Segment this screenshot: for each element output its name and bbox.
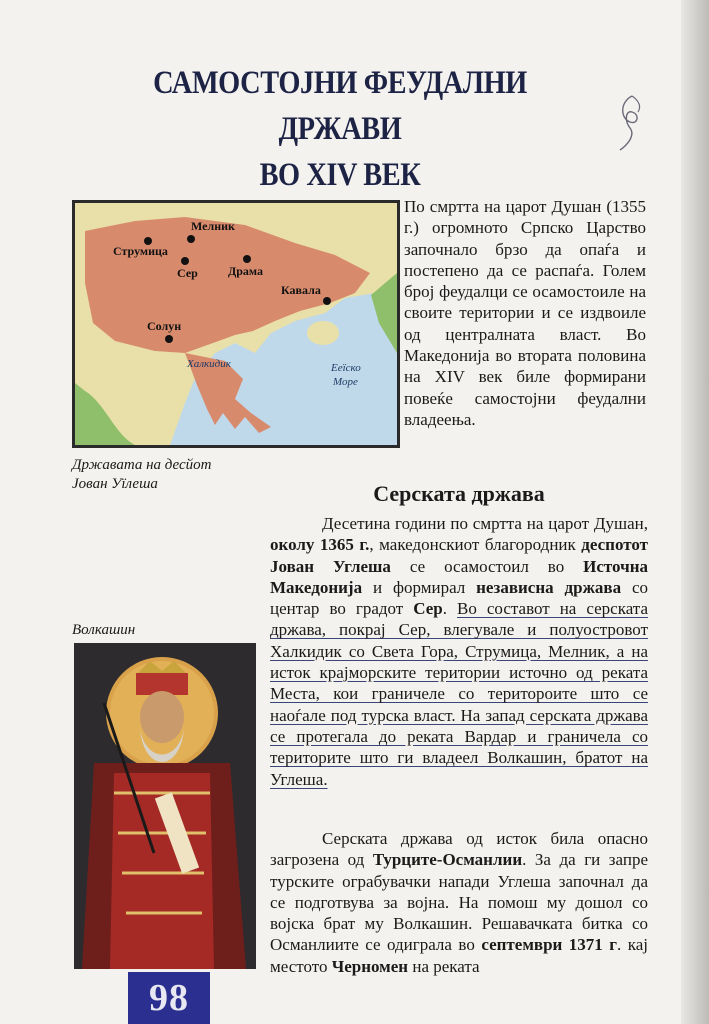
sea-label-2: Море [333,376,358,388]
text-run: и формирал [362,577,477,597]
sea-label-1: Ееїско [331,362,361,374]
portrait-caption: Волкашин [72,622,136,638]
map-caption-line-1: Државата на десйот [72,457,212,473]
city-label: Струмица [113,244,168,258]
text-run: . [442,599,458,619]
title-line-2: ВО XIV ВЕК [259,157,421,193]
bold-run: деспотот Јован Углеша [270,535,648,576]
city-melnik [187,219,235,243]
city-label: Кавала [281,283,321,297]
territory-map [72,200,400,448]
city-ser [177,257,198,280]
bold-run: околу 1365 г. [270,535,370,555]
region-label-halkidik: Халкидик [187,358,231,370]
title-line-1: САМОСТОЈНИ ФЕУДАЛНИ ДРЖАВИ [153,65,527,147]
page-edge [681,0,709,1024]
underlined-run: Во составот на серската држава, покрај Сер, влегувале и полуостровот Халкидик со Света Гора, Струмица, Мелник, а на исток крајморските територии источно од реката Места, кои граничеле со територоите што се наоѓале под турска власт. На запад серската држава се протегала до реката Вардар и граничела со територите што ги владеел Волкашин, братот на Углеша. [270,599,648,789]
paragraph-turkish-threat [270,828,648,977]
text-run: Серската држава од исток била опасно загрозена од [270,829,648,870]
text-run: се осамостоил во [390,556,584,576]
text-run: Десетина години по смртта на царот Душан, [322,514,648,533]
city-drama [228,255,263,278]
intro-paragraph: По смртта на царот Душан (1355 г.) огромното Српско Царство започнало брзо да опаѓа и постепено да се распаѓа. Голем број феудалци се осамостоиле на своите територии и се издвоиле од централната власт. Во Македонија во втората половина на XIV век биле формирани повеќе самостојни феудални владеења. [404,197,646,429]
paragraph-serska-drzava [270,513,648,790]
text-run: . кај местото [270,935,648,976]
bold-run: Турците-Османлии [372,850,523,870]
ornament-icon [612,92,646,156]
text-run: . За да ги запре турските ограбувачки напади Углеша започнал да се подготвува за војна. На помош му дошол со војска брат му Волкашин. Решавачката битка со Османлиите се одиграла во [270,850,648,955]
page-number-box [128,972,210,1024]
map-caption-line-2: Јован Уїлеша [72,476,158,492]
text-run: со центар во градот [270,577,649,619]
page-title [99,60,581,198]
section-heading: Серската држава [373,481,545,506]
city-strumica [113,237,168,258]
map-caption [72,456,262,494]
text-run: на реката [408,956,480,976]
text-run: , македонскиот благородник [369,535,582,555]
city-label: Драма [228,264,264,278]
volkashin-portrait [74,643,256,969]
city-label: Сер [177,266,198,280]
city-label: Мелник [191,219,235,233]
bold-run: независна држава [476,577,622,597]
bold-run: Источна Македонија [270,556,648,597]
page-number: 98 [149,977,189,1019]
bold-run: Сер [413,599,443,619]
city-kavala [281,283,331,305]
city-solun [147,319,181,343]
bold-run: септември 1371 г [481,935,617,955]
bold-run: Черномен [331,956,409,976]
city-label: Солун [147,319,182,333]
